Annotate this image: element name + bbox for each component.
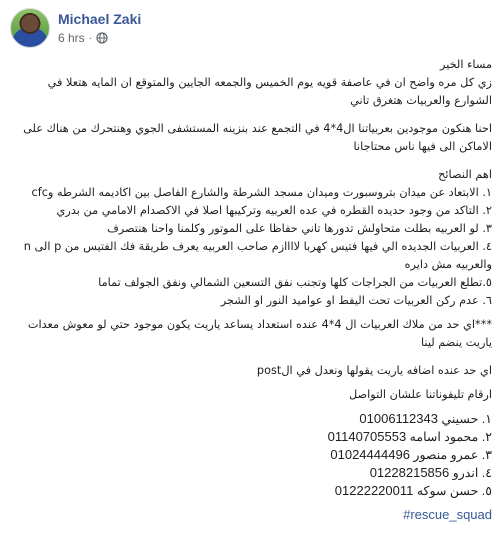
hashtag-link[interactable]: #rescue_squad [403, 507, 492, 522]
globe-icon[interactable] [96, 32, 108, 44]
contact-number[interactable]: 01222220011 [334, 483, 414, 498]
contact-index: ٤. [481, 466, 492, 480]
contact-index: ٥. [481, 484, 492, 498]
post-header [10, 8, 494, 50]
contact-number[interactable]: 01024444496 [330, 447, 410, 462]
contact-number[interactable]: 01140705553 [327, 429, 407, 444]
greeting: مساء الخير [440, 58, 492, 71]
contact-number[interactable]: 01228215856 [369, 465, 450, 480]
post-body [8, 56, 492, 525]
tip-item: ٤. العربيات الجديده الي فيها فتيس كهربا لاااازم صاحب العربيه يعرف طريقة فك الفتيس من p الى n والعربيه مش دايره [23, 240, 492, 271]
meta-separator: · [88, 32, 93, 44]
tip-item: ١. الابتعاد عن ميدان بتروسبورت وميدان مسجد الشرطة والشارع الفاصل بين اكاديمه الشرطه وcfc [31, 186, 492, 199]
contact-row [8, 410, 492, 428]
paragraph-2: احنا هنكون موجودين بعربياتنا ال4*4 في التجمع عند بنزينه المستشفى الجوي وهنتحرك من هناك على الاماكن الى فيها ناس محتاجانا [23, 122, 492, 153]
contact-name: اندرو [452, 466, 479, 480]
contact-row [8, 482, 492, 500]
post-time[interactable]: 6 hrs [58, 31, 85, 45]
contact-number[interactable]: 01006112343 [359, 411, 438, 426]
tip-item: ٢. التاكد من وجود حديده القطره في عده العربيه وتركيبها اصلا في الاكصدام الامامي من بدري [56, 204, 492, 217]
avatar[interactable] [10, 8, 50, 48]
contact-name: عمرو منصور [413, 448, 479, 462]
tip-item: ٣. لو العربيه بطلت متحاولش تدورها تاني حفاظا على الموتور وكلمنا واحنا هنتصرف [107, 222, 492, 235]
contact-row [8, 446, 492, 464]
owners-note: ***اي حد من ملاك العربيات ال 4*4 عنده استعداد يساعد ياريت يكون موجود حتي لو معوش معدات ياريت ينضم لينا [27, 318, 492, 349]
author-name[interactable]: Michael Zaki [58, 11, 142, 27]
contact-row [8, 464, 492, 482]
tips-title: اهم النصائح [438, 168, 492, 181]
contact-row [8, 428, 492, 446]
contact-index: ٢. [481, 430, 492, 444]
tip-item: ٦. عدم ركن العربيات تحت اليفط او عواميد النور او الشجر [220, 294, 492, 307]
contact-index: ١. [481, 412, 492, 426]
contact-index: ٣. [481, 448, 492, 462]
contact-name: محمود اسامه [409, 430, 479, 444]
tip-item: ٥.تطلع العربيات من الجراجات كلها وتجنب نفق التسعين الشمالي ونفق الجولف تماما [98, 276, 492, 289]
paragraph-1: زي كل مره واضح ان في عاصفة قويه يوم الخميس والجمعه الجايين والمتوقع ان المايه هتعلا في الشوارع والعربيات هتغرق تاني [47, 76, 492, 107]
post-meta [58, 31, 108, 45]
add-info-line: اي حد عنده اضافه ياريت يقولها ونعدل في الpost [256, 364, 492, 377]
contact-name: حسن سوكه [416, 484, 479, 498]
contact-name: حسيني [441, 412, 479, 426]
contacts-title: ارقام تليفوناتنا علشان التواصل [348, 388, 492, 401]
